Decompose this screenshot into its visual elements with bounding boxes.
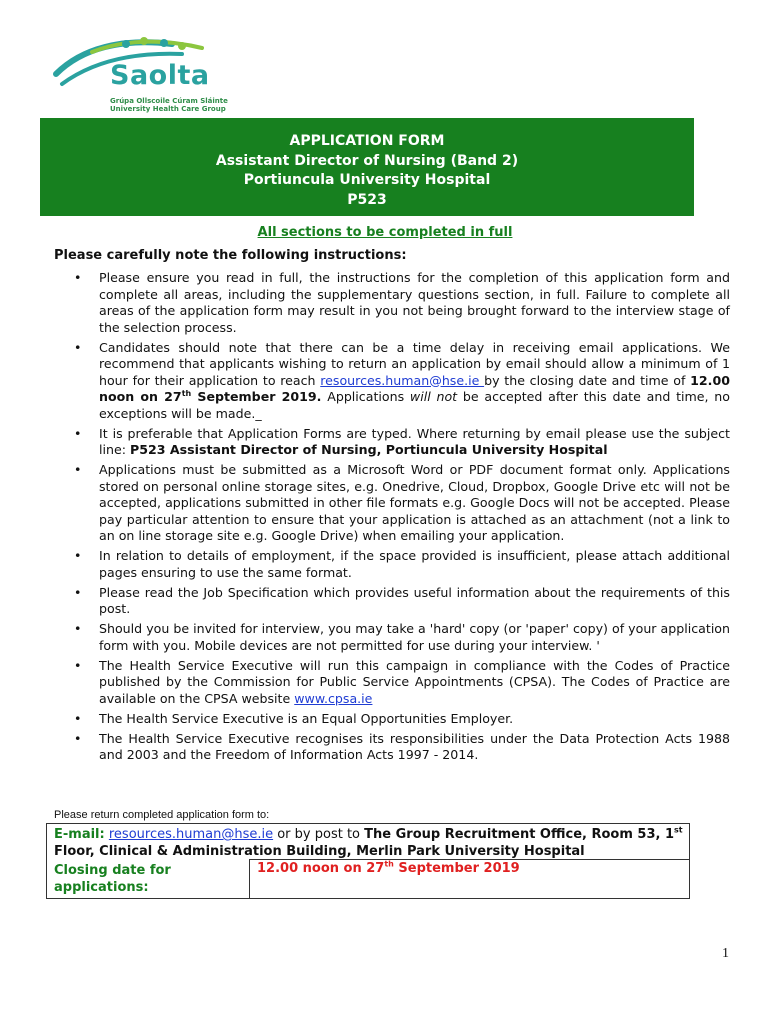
bullet-icon: •: [74, 339, 82, 355]
logo-subline: Grúpa Ollscoile Cúram Sláinte University Health Care Group: [110, 97, 228, 113]
title-banner: [40, 118, 694, 216]
contact-email-link[interactable]: resources.human@hse.ie: [108, 827, 274, 842]
closing-date-label: Closing date for applications:: [54, 863, 171, 895]
email-label: E-mail:: [54, 827, 105, 842]
table-divider: [249, 859, 250, 899]
bullet-icon: •: [74, 462, 82, 477]
list-item: • It is preferable that Application Forms are typed. Where returning by email please use the subject line: P523 Assistant Director of Nursing, Portiuncula University Hospital: [74, 425, 730, 457]
bullet-icon: •: [74, 621, 82, 636]
sections-note: All sections to be completed in full: [257, 225, 513, 240]
banner-reference: P523: [347, 191, 387, 208]
bullet-icon: •: [74, 584, 82, 600]
postal-address: The Group Recruitment Office, Room 53, 1: [364, 827, 675, 842]
page-number: 1: [722, 946, 729, 961]
banner-hospital: Portiuncula University Hospital: [243, 172, 491, 188]
subject-line: P523 Assistant Director of Nursing, Portiuncula University Hospital: [129, 442, 608, 457]
banner-post-title: Assistant Director of Nursing (Band 2): [215, 152, 519, 169]
logo-wordmark: Saolta: [110, 60, 210, 91]
bullet-icon: •: [74, 710, 82, 726]
return-note: Please return completed application form to:: [54, 809, 270, 821]
list-item: • Please ensure you read in full, the instructions for the completion of this application form and complete all areas, including the supplementary questions section, in full. Failure to complete all areas of the application form may result in you not being brought forward to the interview stage of the selection process.: [74, 270, 730, 335]
email-link[interactable]: resources.human@hse.ie: [320, 372, 485, 388]
list-item: • Applications must be submitted as a Microsoft Word or PDF document format only. Applications stored on personal online storage sites, e.g. Onedrive, Cloud, Dropbox, Google Drive etc will not be accepted, applications submitted in other file formats e.g. Google Docs will not be accepted. Please pay particular attention to ensure that your application is attached as an attachment (not a link to an on line storage site e.g. Google Drive) when emailing your application.: [74, 462, 730, 543]
list-item: • Please read the Job Specification which provides useful information about the requirements of this post.: [74, 584, 730, 616]
bullet-icon: •: [74, 657, 82, 673]
bullet-icon: •: [74, 425, 82, 441]
instructions-list: [54, 270, 730, 767]
banner-form-title: APPLICATION FORM: [289, 133, 445, 149]
contact-table: [46, 823, 690, 899]
list-item: • The Health Service Executive recognises its responsibilities under the Data Protection Acts 1988 and 2003 and the Freedom of Information Acts 1997 - 2014.: [74, 730, 730, 762]
closing-date-value: 12.00 noon on 27th September 2019: [257, 859, 520, 876]
saolta-logo: [52, 34, 252, 116]
cpsa-link[interactable]: www.cpsa.ie: [294, 690, 373, 706]
instructions-heading: Please carefully note the following instructions:: [54, 248, 407, 263]
list-item: • Candidates should note that there can be a time delay in receiving email applications. We recommend that applicants wishing to return an application by email should allow a minimum of 1 hour for their application to reach resources.human@hse.ie by the closing date and time of 12.00 noon on 27th September 2019. Applications will not be accepted after this date and time, no exceptions will be made._: [74, 339, 730, 421]
list-item: • In relation to details of employment, if the space provided is insufficient, please attach additional pages ensuring to use the same format.: [74, 548, 730, 580]
list-item: • The Health Service Executive is an Equal Opportunities Employer.: [74, 710, 514, 726]
bullet-icon: •: [74, 730, 82, 746]
list-item: • Should you be invited for interview, you may take a 'hard' copy (or 'paper' copy) of your application form with you. Mobile devices are not permitted for use during your interview. ': [74, 621, 730, 653]
bullet-icon: •: [74, 548, 82, 563]
bullet-icon: •: [74, 270, 82, 285]
contact-details: E-mail: resources.human@hse.ie or by post to The Group Recruitment Office, Room 53, 1st Floor, Clinical & Administration Building, Merlin Park University Hospital: [54, 825, 683, 859]
list-item: • The Health Service Executive will run this campaign in compliance with the Codes of Practice published by the Commission for Public Service Appointments (CPSA). The Codes of Practice are available on the CPSA website www.cpsa.ie: [74, 657, 730, 706]
